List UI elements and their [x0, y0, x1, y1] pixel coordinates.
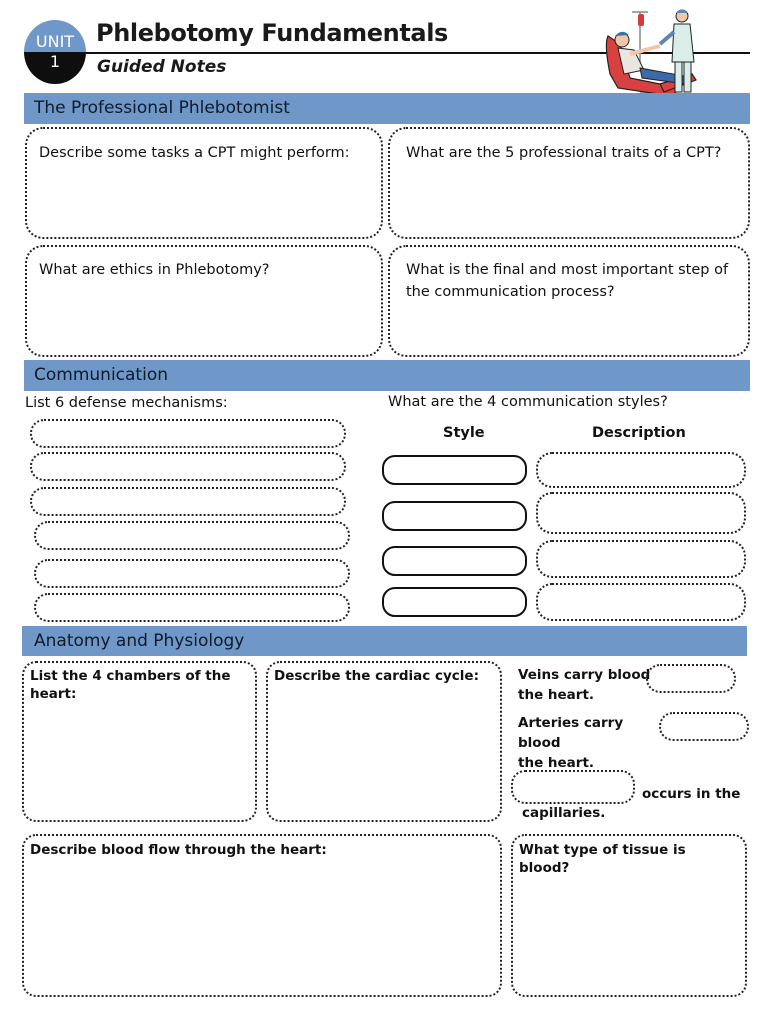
cardiac-cycle-box[interactable] [266, 661, 502, 822]
page-title: Phlebotomy Fundamentals [96, 19, 448, 47]
ethics-question: What are ethics in Phlebotomy? [39, 262, 270, 278]
section-anatomy-bar: Anatomy and Physiology [22, 626, 747, 656]
style-input-3[interactable] [382, 546, 527, 576]
description-input-3[interactable] [536, 540, 746, 578]
style-input-2[interactable] [382, 501, 527, 531]
cpt-tasks-box[interactable] [25, 127, 383, 239]
defense-mechanism-input-5[interactable] [34, 559, 350, 588]
defense-mechanisms-prompt: List 6 defense mechanisms: [25, 395, 228, 411]
section-professional-bar: The Professional Phlebotomist [24, 93, 750, 124]
arteries-label-end: the heart. [518, 755, 595, 771]
defense-mechanism-input-3[interactable] [30, 487, 346, 516]
defense-mechanism-input-4[interactable] [34, 521, 350, 550]
capillaries-label-a: occurs in the [642, 786, 741, 802]
defense-mechanism-input-1[interactable] [30, 419, 346, 448]
blood-tissue-box[interactable] [511, 834, 747, 997]
veins-direction-input[interactable] [646, 664, 736, 693]
description-column-header: Description [592, 425, 686, 441]
arteries-text [518, 713, 658, 773]
veins-text [518, 665, 658, 705]
blood-flow-question: Describe blood flow through the heart: [30, 842, 327, 858]
veins-label: Veins carry blood [518, 667, 651, 683]
style-input-1[interactable] [382, 455, 527, 485]
capillaries-label-b: capillaries. [522, 805, 606, 821]
cpt-tasks-question: Describe some tasks a CPT might perform: [39, 145, 350, 161]
description-input-2[interactable] [536, 492, 746, 534]
ethics-box[interactable] [25, 245, 383, 357]
heart-chambers-box[interactable] [22, 661, 257, 822]
blood-flow-box[interactable] [22, 834, 502, 997]
arteries-direction-input[interactable] [659, 712, 749, 741]
defense-mechanism-input-2[interactable] [30, 452, 346, 481]
arteries-label: Arteries carry blood [518, 715, 624, 751]
capillaries-process-input[interactable] [511, 770, 635, 804]
style-input-4[interactable] [382, 587, 527, 617]
communication-styles-prompt: What are the 4 communication styles? [388, 394, 668, 410]
description-input-4[interactable] [536, 583, 746, 621]
heart-chambers-question: List the 4 chambers of the heart: [30, 668, 231, 702]
cpt-traits-question: What are the 5 professional traits of a CPT? [406, 145, 722, 161]
defense-mechanism-input-6[interactable] [34, 593, 350, 622]
unit-badge [24, 20, 86, 84]
cardiac-cycle-question: Describe the cardiac cycle: [274, 668, 479, 684]
page-subtitle: Guided Notes [97, 57, 227, 77]
section-communication-bar: Communication [24, 360, 750, 391]
style-column-header: Style [443, 425, 485, 441]
blood-tissue-question: What type of tissue is blood? [519, 842, 686, 876]
unit-number: 1 [24, 52, 86, 84]
unit-label: UNIT [24, 20, 86, 52]
description-input-1[interactable] [536, 452, 746, 488]
cpt-traits-box[interactable] [388, 127, 750, 239]
communication-step-question: What is the final and most important step of the communication process? [406, 262, 729, 300]
veins-label-end: the heart. [518, 687, 595, 703]
communication-step-box[interactable] [388, 245, 750, 357]
